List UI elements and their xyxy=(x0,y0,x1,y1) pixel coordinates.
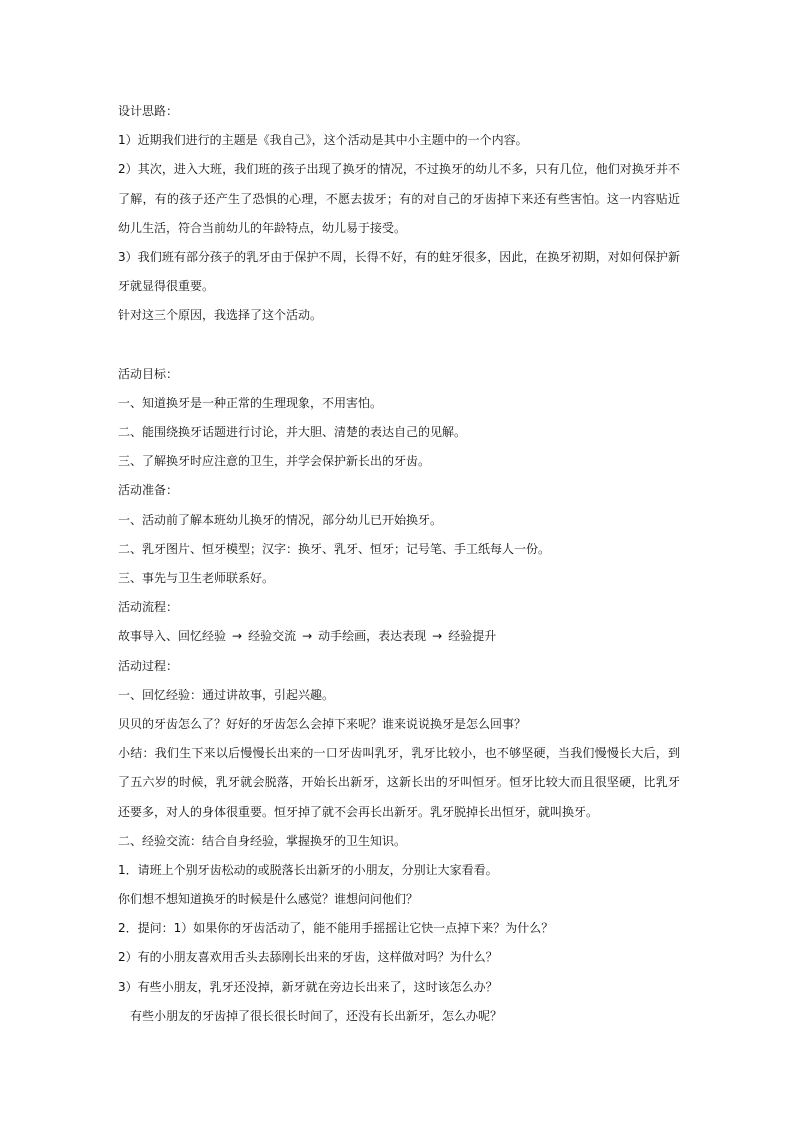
design-point-2-line-2: 了解，有的孩子还产生了恐惧的心理，不愿去拔牙；有的对自己的牙齿掉下来还有些害怕。这一内容贴近 xyxy=(118,191,680,206)
arrow-icon: → xyxy=(232,629,243,644)
arrow-icon: → xyxy=(302,629,313,644)
flow-step: 动手绘画，表达表现 xyxy=(318,629,427,644)
design-summary: 针对这三个原因，我选择了这个活动。 xyxy=(118,308,323,323)
process-step-2-item-2: 2．提问：1）如果你的牙齿活动了，能不能用手摇摇让它快一点掉下来？为什么？ xyxy=(118,921,554,936)
spacer xyxy=(118,337,684,353)
design-point-1: 1）近期我们进行的主题是《我自己》，这个活动是其中小主题中的一个内容。 xyxy=(118,133,528,148)
flow-step: 经验提升 xyxy=(448,629,497,644)
flow-step: 经验交流 xyxy=(248,629,297,644)
prep-item: 一、活动前了解本班幼儿换牙的情况，部分幼儿已开始换牙。 xyxy=(118,512,443,527)
document-body xyxy=(118,103,684,1037)
flow-step: 故事导入、回忆经验 xyxy=(118,629,227,644)
process-summary-line-1: 小结：我们生下来以后慢慢长出来的一口牙齿叫乳牙，乳牙比较小，也不够坚硬，当我们慢慢长大后，到 xyxy=(118,746,680,761)
process-summary-line-3: 还要多，对人的身体很重要。恒牙掉了就不会再长出新牙。乳牙脱掉长出恒牙，就叫换牙。 xyxy=(118,804,599,819)
process-summary-line-2: 了五六岁的时候，乳牙就会脱落，开始长出新牙，这新长出的牙叫恒牙。恒牙比较大而且很坚硬，比乳牙 xyxy=(118,775,680,790)
goal-item: 三、了解换牙时应注意的卫生，并学会保护新长出的牙齿。 xyxy=(118,454,431,469)
process-step-2-title: 二、经验交流：结合自身经验，掌握换牙的卫生知识。 xyxy=(118,833,407,848)
design-point-3-line-1: 3）我们班有部分孩子的乳牙由于保护不周，长得不好，有的蛀牙很多，因此，在换牙初期，对如何保护新 xyxy=(118,249,680,264)
process-step-1-title: 一、回忆经验：通过讲故事，引起兴趣。 xyxy=(118,687,335,702)
design-heading: 设计思路： xyxy=(118,104,179,118)
process-step-2-item-2d: 有些小朋友的牙齿掉了很长很长时间了，还没有长出新牙，怎么办呢？ xyxy=(130,1008,503,1023)
design-point-2-line-1: 2）其次，进入大班，我们班的孩子出现了换牙的情况，不过换牙的幼儿不多，只有几位，他们对换牙并不 xyxy=(118,162,680,177)
arrow-icon: → xyxy=(432,629,443,644)
goal-item: 二、能围绕换牙话题进行讨论，并大胆、清楚的表达自己的见解。 xyxy=(118,425,467,440)
process-step-1-question: 贝贝的牙齿怎么了？好好的牙齿怎么会掉下来呢？谁来说说换牙是怎么回事？ xyxy=(118,716,527,731)
process-step-2-item-2c: 3）有些小朋友，乳牙还没掉，新牙就在旁边长出来了，这时该怎么办？ xyxy=(118,979,498,994)
prep-heading: 活动准备： xyxy=(118,483,179,498)
flow-heading: 活动流程： xyxy=(118,600,179,615)
design-point-3-line-2: 牙就显得很重要。 xyxy=(118,279,215,294)
prep-item: 二、乳牙图片、恒牙模型；汉字：换牙、乳牙、恒牙；记号笔、手工纸每人一份。 xyxy=(118,541,551,556)
process-step-2-item-1: 1．请班上个别牙齿松动的或脱落长出新牙的小朋友，分别让大家看看。 xyxy=(118,862,498,877)
prep-item: 三、事先与卫生老师联系好。 xyxy=(118,571,275,585)
goals-heading: 活动目标： xyxy=(118,366,179,381)
process-heading: 活动过程： xyxy=(118,658,179,673)
flow-steps xyxy=(118,628,684,644)
design-point-2-line-3: 幼儿生活，符合当前幼儿的年龄特点，幼儿易于接受。 xyxy=(118,220,407,235)
goal-item: 一、知道换牙是一种正常的生理现象，不用害怕。 xyxy=(118,395,383,410)
process-step-2-item-2b: 2）有的小朋友喜欢用舌头去舔刚长出来的牙齿，这样做对吗？为什么？ xyxy=(118,950,498,965)
process-step-2-question: 你们想不想知道换牙的时候是什么感觉？谁想问问他们？ xyxy=(118,892,419,907)
